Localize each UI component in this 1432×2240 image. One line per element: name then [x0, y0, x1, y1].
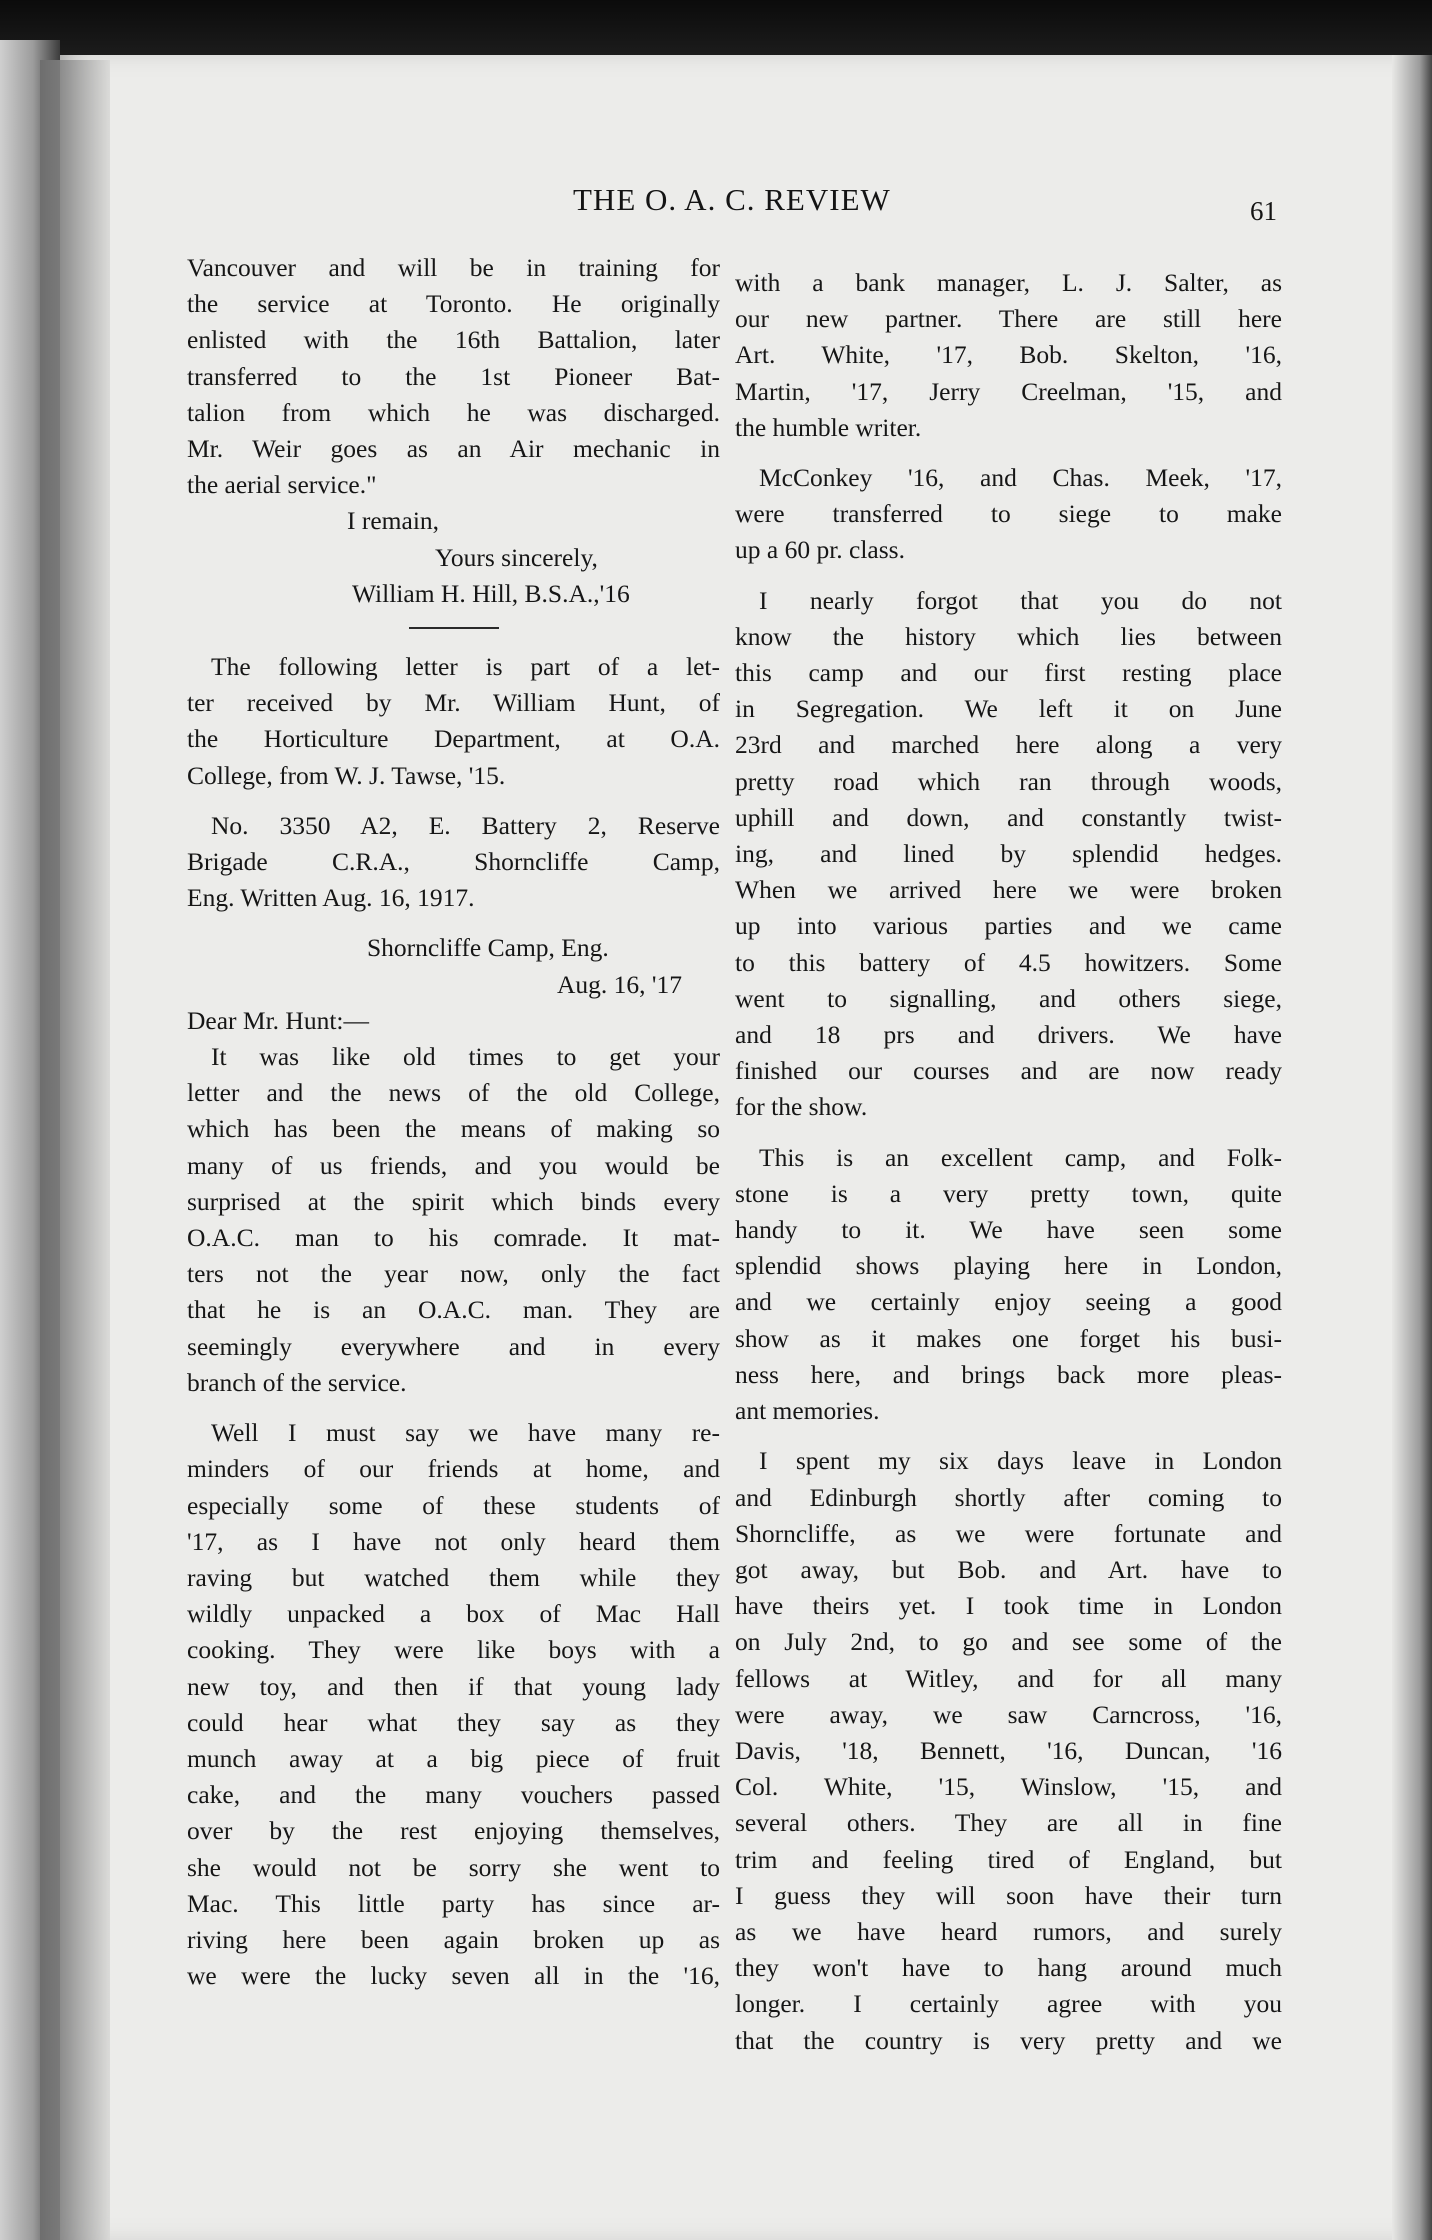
text-line: transferred to the 1st Pioneer Bat- — [187, 361, 720, 391]
text-line: longer. I certainly agree with you — [735, 1989, 1282, 2019]
text-line: which has been the means of making so — [187, 1114, 720, 1144]
text-line: surprised at the spirit which binds every — [187, 1186, 720, 1216]
text-line: finished our courses and are now ready — [735, 1056, 1282, 1086]
text-line: ters not the year now, only the fact — [187, 1259, 720, 1289]
text-line: pretty road which ran through woods, — [735, 766, 1282, 796]
text-line: Col. White, '15, Winslow, '15, and — [735, 1772, 1282, 1802]
text-line: When we arrived here we were broken — [735, 875, 1282, 905]
text-line: cake, and the many vouchers passed — [187, 1780, 720, 1810]
text-line: Shorncliffe, as we were fortunate and — [735, 1518, 1282, 1548]
text-line: riving here been again broken up as — [187, 1924, 720, 1954]
text-line: McConkey '16, and Chas. Meek, '17, — [759, 463, 1282, 493]
text-line: and 18 prs and drivers. We have — [735, 1020, 1282, 1050]
text-line: uphill and down, and constantly twist- — [735, 802, 1282, 832]
text-line: No. 3350 A2, E. Battery 2, Reserve — [211, 810, 720, 840]
text-line: ness here, and brings back more pleas- — [735, 1359, 1282, 1389]
text-line: talion from which he was discharged. — [187, 397, 720, 427]
text-line: for the show. — [735, 1092, 868, 1122]
text-line: munch away at a big piece of fruit — [187, 1743, 720, 1773]
text-line: the Horticulture Department, at O.A. — [187, 724, 720, 754]
text-line: enlisted with the 16th Battalion, later — [187, 325, 720, 355]
text-line: over by the rest enjoying themselves, — [187, 1816, 720, 1846]
text-line: I nearly forgot that you do not — [759, 585, 1282, 615]
text-line: we were the lucky seven all in the '16, — [187, 1961, 720, 1991]
text-line: know the history which lies between — [735, 621, 1282, 651]
text-line: many of us friends, and you would be — [187, 1150, 720, 1180]
page-number: 61 — [1250, 196, 1277, 226]
text-line: ant memories. — [735, 1396, 880, 1426]
text-line: the humble writer. — [735, 412, 922, 442]
text-line: and Edinburgh shortly after coming to — [735, 1482, 1282, 1512]
text-line: to this battery of 4.5 howitzers. Some — [735, 947, 1282, 977]
text-line: I guess they will soon have their turn — [735, 1880, 1282, 1910]
text-line: could hear what they say as they — [187, 1707, 720, 1737]
text-line: I spent my six days leave in London — [759, 1446, 1282, 1476]
text-line: Art. White, '17, Bob. Skelton, '16, — [735, 340, 1282, 370]
letter-location: Shorncliffe Camp, Eng. — [367, 933, 609, 963]
text-line: and we certainly enjoy seeing a good — [735, 1287, 1282, 1317]
text-line: that he is an O.A.C. man. They are — [187, 1295, 720, 1325]
text-line: Davis, '18, Bennett, '16, Duncan, '16 — [735, 1735, 1282, 1765]
text-line: she would not be sorry she went to — [187, 1852, 720, 1882]
right-column — [735, 265, 1282, 2059]
text-line: seemingly everywhere and in every — [187, 1331, 720, 1361]
left-column — [187, 250, 720, 1994]
text-line: Well I must say we have many re- — [211, 1418, 720, 1448]
text-line: handy to it. We have seen some — [735, 1215, 1282, 1245]
text-line: Martin, '17, Jerry Creelman, '15, and — [735, 376, 1282, 406]
text-line: 23rd and marched here along a very — [735, 730, 1282, 760]
book-spine-shadow — [40, 60, 110, 2240]
text-line: Eng. Written Aug. 16, 1917. — [187, 883, 475, 913]
letter-salutation: Dear Mr. Hunt:— — [187, 1005, 370, 1035]
running-header: THE O. A. C. REVIEW — [573, 182, 891, 217]
text-line: as we have heard rumors, and surely — [735, 1916, 1282, 1946]
text-line: splendid shows playing here in London, — [735, 1251, 1282, 1281]
text-line: cooking. They were like boys with a — [187, 1635, 720, 1665]
text-line: letter and the news of the old College, — [187, 1078, 720, 1108]
text-line: several others. They are all in fine — [735, 1808, 1282, 1838]
text-line: Mr. Weir goes as an Air mechanic in — [187, 434, 720, 464]
text-line: in Segregation. We left it on June — [735, 694, 1282, 724]
text-line: went to signalling, and others siege, — [735, 983, 1282, 1013]
section-divider — [409, 627, 499, 629]
text-line: Brigade C.R.A., Shorncliffe Camp, — [187, 847, 720, 877]
text-line: up into various parties and we came — [735, 911, 1282, 941]
text-line: our new partner. There are still here — [735, 304, 1282, 334]
text-line: The following letter is part of a let- — [211, 652, 720, 682]
text-line: This is an excellent camp, and Folk- — [759, 1142, 1282, 1172]
text-line: O.A.C. man to his comrade. It mat- — [187, 1223, 720, 1253]
text-line: were transferred to siege to make — [735, 499, 1282, 529]
text-line: '17, as I have not only heard them — [187, 1526, 720, 1556]
text-line: minders of our friends at home, and — [187, 1454, 720, 1484]
text-line: raving but watched them while they — [187, 1562, 720, 1592]
text-line: branch of the service. — [187, 1367, 407, 1397]
text-line: have theirs yet. I took time in London — [735, 1591, 1282, 1621]
text-line: on July 2nd, to go and see some of the — [735, 1627, 1282, 1657]
text-line: especially some of these students of — [187, 1490, 720, 1520]
text-line: they won't have to hang around much — [735, 1953, 1282, 1983]
text-line: ing, and lined by splendid hedges. — [735, 839, 1282, 869]
text-line: this camp and our first resting place — [735, 658, 1282, 688]
text-line: stone is a very pretty town, quite — [735, 1178, 1282, 1208]
text-line: Vancouver and will be in training for — [187, 253, 720, 282]
text-line: It was like old times to get your — [211, 1042, 720, 1072]
text-line: up a 60 pr. class. — [735, 535, 905, 565]
text-line: the service at Toronto. He originally — [187, 289, 720, 319]
text-line: with a bank manager, L. J. Salter, as — [735, 268, 1282, 297]
text-line: got away, but Bob. and Art. have to — [735, 1554, 1282, 1584]
text-line: the aerial service." — [187, 470, 377, 500]
letter-signature: William H. Hill, B.S.A.,'16 — [352, 578, 630, 608]
text-line: that the country is very pretty and we — [735, 2025, 1282, 2055]
letter-closing: I remain, — [347, 506, 440, 536]
text-line: new toy, and then if that young lady — [187, 1671, 720, 1701]
letter-date: Aug. 16, '17 — [557, 969, 683, 999]
text-line: Mac. This little party has since ar- — [187, 1888, 720, 1918]
text-line: wildly unpacked a box of Mac Hall — [187, 1599, 720, 1629]
scan-right-edge — [1392, 55, 1432, 2240]
text-line: were away, we saw Carncross, '16, — [735, 1699, 1282, 1729]
letter-signoff: Yours sincerely, — [435, 542, 598, 572]
text-line: fellows at Witley, and for all many — [735, 1663, 1282, 1693]
text-line: trim and feeling tired of England, but — [735, 1844, 1282, 1874]
text-line: ter received by Mr. William Hunt, of — [187, 688, 720, 718]
text-line: show as it makes one forget his busi- — [735, 1323, 1282, 1353]
text-line: College, from W. J. Tawse, '15. — [187, 760, 506, 790]
